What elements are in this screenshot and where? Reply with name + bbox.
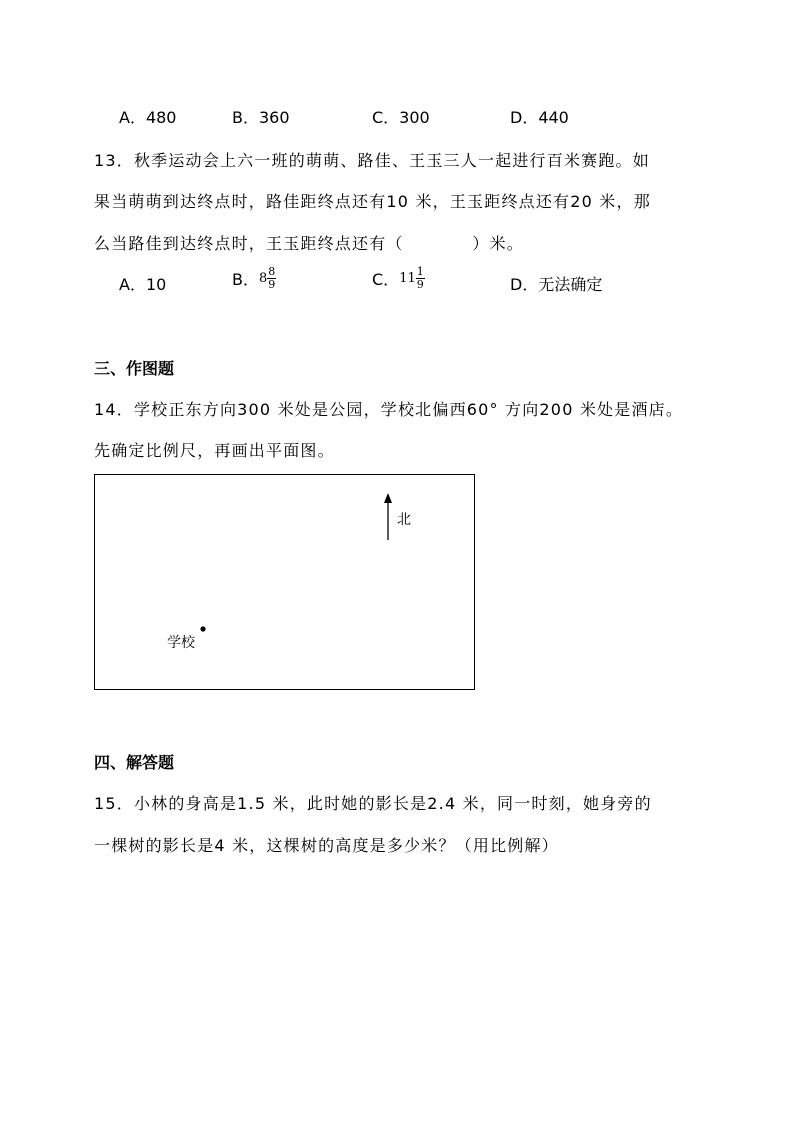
q12-option-a: A．480 [119, 108, 177, 127]
fraction-denominator: 9 [268, 278, 276, 291]
q13-line-1: 13．秋季运动会上六一班的萌萌、路佳、王玉三人一起进行百米赛跑。如 [94, 151, 650, 170]
q12-option-b: B．360 [232, 108, 290, 127]
q15-line-1: 15．小林的身高是1.5 米，此时她的影长是2.4 米，同一时刻，她身旁的 [94, 794, 652, 813]
q13-line-2: 果当萌萌到达终点时，路佳距终点还有10 米，王玉距终点还有20 米，那 [94, 192, 651, 211]
fraction-denominator: 9 [416, 278, 424, 291]
map-drawing-area[interactable] [94, 474, 475, 690]
q13-option-c-whole: 11 [399, 271, 416, 286]
section-4-heading: 四、解答题 [94, 753, 175, 772]
fraction-numerator: 8 [268, 265, 276, 278]
north-arrow-head-icon [384, 493, 392, 503]
fraction-numerator: 1 [416, 265, 424, 278]
q13-option-b [232, 266, 276, 291]
q12-option-d: D．440 [510, 108, 569, 127]
q13-option-b-prefix: B． [232, 270, 259, 289]
school-point [200, 626, 205, 631]
map-figure-svg [94, 474, 475, 690]
q13-line-3: 么当路佳到达终点时，王玉距终点还有（ ）米。 [94, 234, 525, 253]
q12-option-c: C．300 [372, 108, 430, 127]
q13-option-b-fraction [267, 266, 276, 291]
q15-line-2: 一棵树的影长是4 米，这棵树的高度是多少米？（用比例解） [94, 836, 559, 855]
q13-option-a: A．10 [119, 275, 167, 294]
north-label: 北 [397, 512, 411, 528]
q13-option-c-fraction [416, 266, 425, 291]
q13-option-c-prefix: C． [372, 270, 400, 289]
section-3-heading: 三、作图题 [94, 359, 175, 378]
q13-option-d: D．无法确定 [510, 275, 603, 294]
school-label: 学校 [167, 635, 195, 651]
q13-option-b-whole: 8 [258, 271, 268, 286]
q14-line-2: 先确定比例尺，再画出平面图。 [94, 441, 335, 460]
q14-line-1: 14．学校正东方向300 米处是公园，学校北偏西60° 方向200 米处是酒店。 [94, 400, 684, 419]
q13-option-c [372, 266, 425, 291]
